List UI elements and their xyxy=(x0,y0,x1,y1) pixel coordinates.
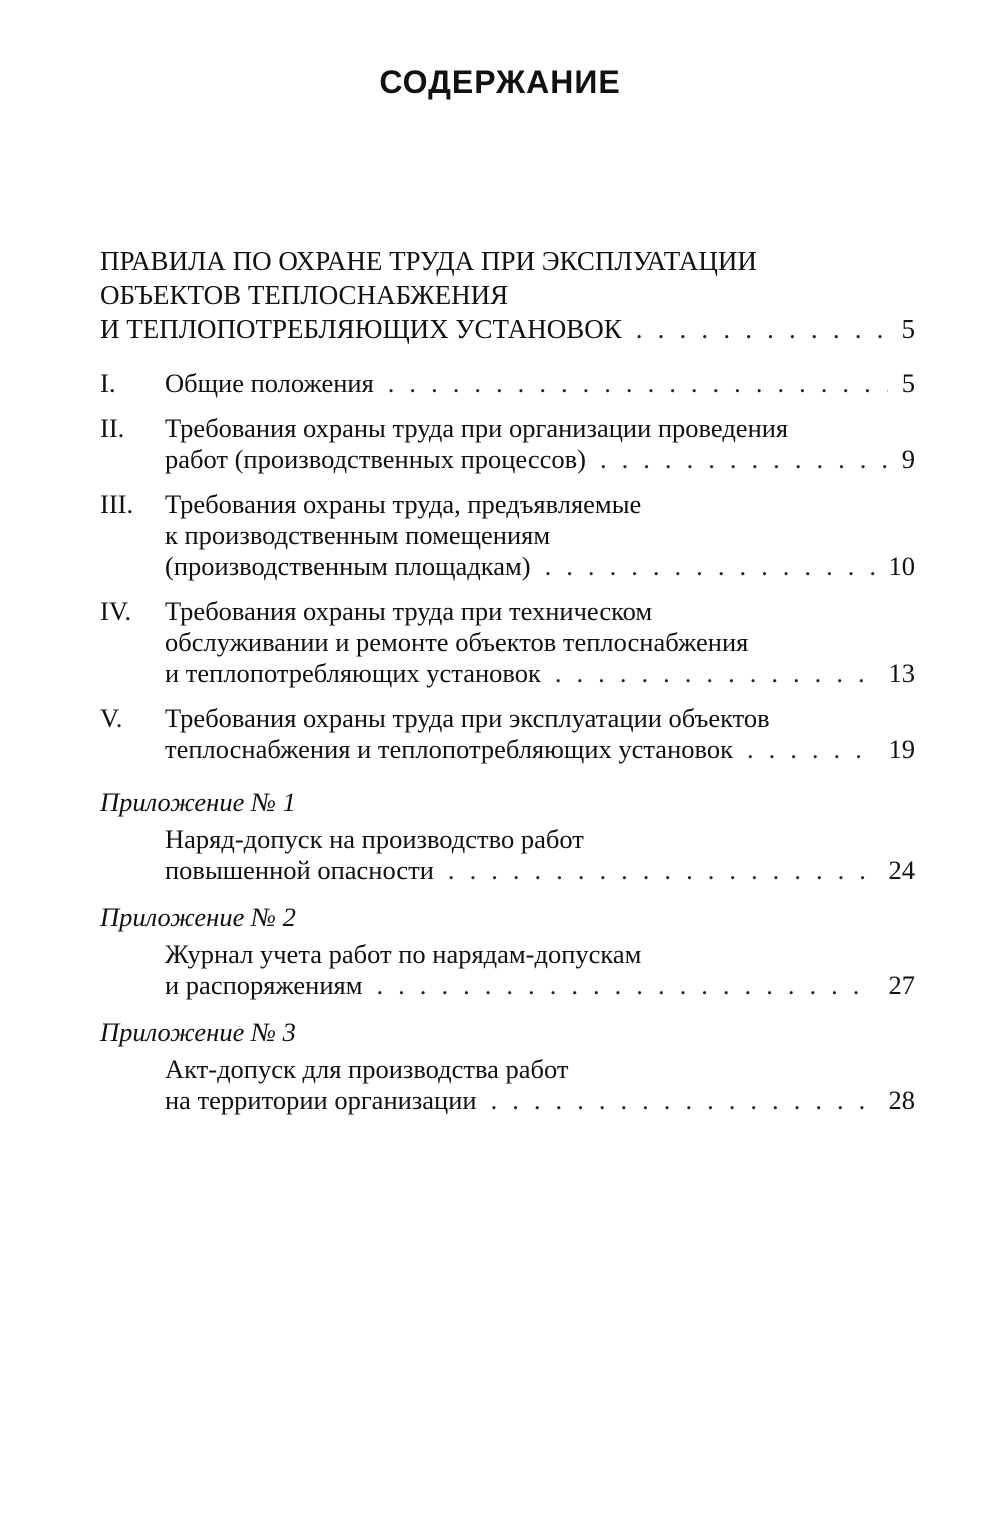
entry-line: и распоряжениям xyxy=(165,970,363,1000)
entry-line: работ (производственных процессов) xyxy=(165,444,586,474)
appendix-label: Приложение № 1 xyxy=(100,787,296,817)
toc-entry[interactable] xyxy=(100,703,915,765)
page-title: СОДЕРЖАНИЕ xyxy=(379,64,621,100)
toc-main-section[interactable] xyxy=(100,244,915,346)
dot-leader xyxy=(491,1085,875,1116)
page-number: 27 xyxy=(888,970,915,1000)
page-number: 5 xyxy=(901,314,915,344)
dot-leader xyxy=(388,368,888,399)
table-of-contents xyxy=(100,244,915,1116)
section-number: V. xyxy=(100,703,123,733)
toc-appendix[interactable] xyxy=(100,1017,915,1116)
toc-appendix[interactable] xyxy=(100,787,915,886)
page-number: 5 xyxy=(901,368,915,398)
dot-leader xyxy=(545,551,875,582)
entry-line: Требования охраны труда при техническом xyxy=(165,596,653,626)
page-number: 19 xyxy=(888,734,915,764)
entry-line: повышенной опасности xyxy=(165,855,434,885)
page-number: 10 xyxy=(888,551,915,581)
appendix-label: Приложение № 3 xyxy=(100,1017,296,1047)
dot-leader xyxy=(448,855,875,886)
toc-main-line: ПРАВИЛА ПО ОХРАНЕ ТРУДА ПРИ ЭКСПЛУАТАЦИИ xyxy=(100,246,757,276)
entry-line: теплоснабжения и теплопотребляющих установок xyxy=(165,734,733,764)
dot-leader xyxy=(747,734,875,765)
section-number: III. xyxy=(100,489,134,519)
toc-entry[interactable] xyxy=(100,368,915,399)
dot-leader xyxy=(555,658,875,689)
entry-line: на территории организации xyxy=(165,1085,477,1115)
toc-appendix[interactable] xyxy=(100,902,915,1001)
entry-line: и теплопотребляющих установок xyxy=(165,658,541,688)
dot-leader xyxy=(600,444,888,475)
section-number: IV. xyxy=(100,596,132,626)
dot-leader xyxy=(636,312,888,346)
appendix-label: Приложение № 2 xyxy=(100,902,296,932)
section-number: I. xyxy=(100,368,116,398)
page-number: 13 xyxy=(888,658,915,688)
entry-line: Общие положения xyxy=(165,368,374,398)
entry-line: обслуживании и ремонте объектов теплоснабжения xyxy=(165,627,749,657)
entry-line: Наряд-допуск на производство работ xyxy=(165,824,584,854)
page-number: 24 xyxy=(888,855,915,885)
page-number: 9 xyxy=(901,444,915,474)
toc-entry[interactable] xyxy=(100,413,915,475)
entry-line: Требования охраны труда при организации проведения xyxy=(165,413,789,443)
entry-line: Требования охраны труда, предъявляемые xyxy=(165,489,642,519)
entry-line: к производственным помещениям xyxy=(165,520,551,550)
entry-line: Журнал учета работ по нарядам-допускам xyxy=(165,939,642,969)
toc-main-line: ОБЪЕКТОВ ТЕПЛОСНАБЖЕНИЯ xyxy=(100,280,509,310)
toc-entry[interactable] xyxy=(100,489,915,582)
toc-entry[interactable] xyxy=(100,596,915,689)
page-number: 28 xyxy=(888,1085,915,1115)
dot-leader xyxy=(377,970,875,1001)
section-number: II. xyxy=(100,413,125,443)
entry-line: (производственным площадкам) xyxy=(165,551,531,581)
entry-line: Акт-допуск для производства работ xyxy=(165,1054,569,1084)
toc-main-line: И ТЕПЛОПОТРЕБЛЯЮЩИХ УСТАНОВОК xyxy=(100,314,622,344)
entry-line: Требования охраны труда при эксплуатации объектов xyxy=(165,703,770,733)
